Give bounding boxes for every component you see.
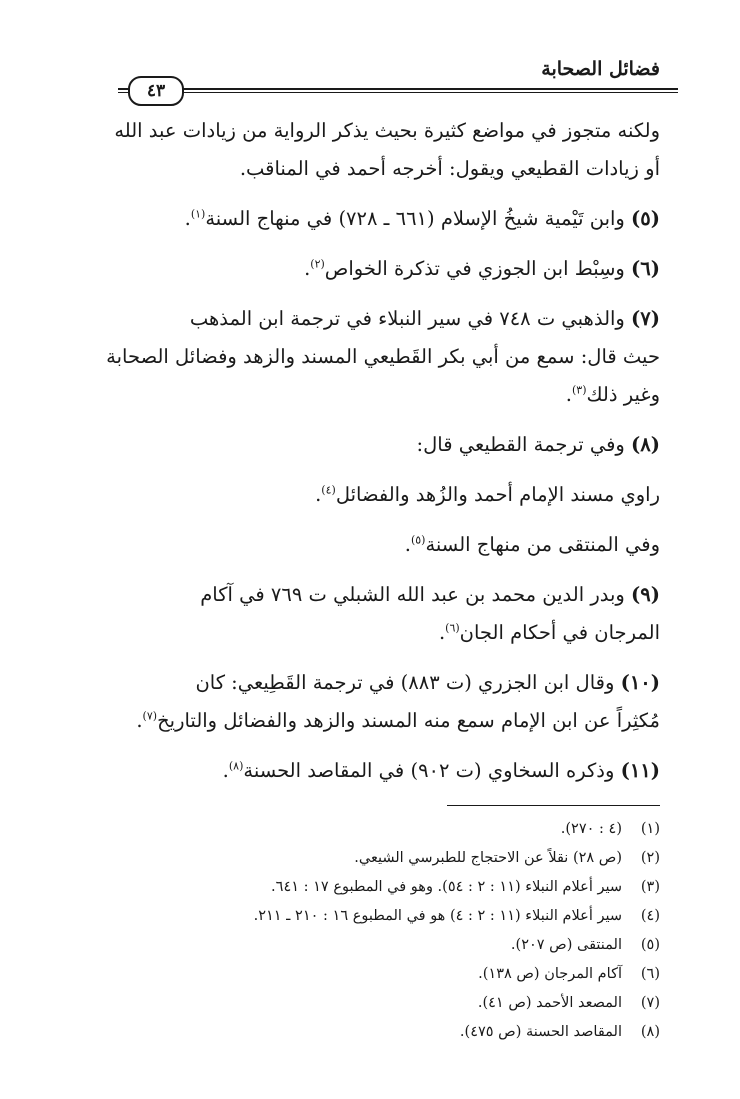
footnote-ref: (٢) bbox=[310, 257, 325, 271]
paragraph-intro bbox=[100, 112, 660, 188]
item-text: وبدر الدين محمد بن عبد الله الشبلي ت ٧٦٩ في آكام bbox=[200, 583, 632, 606]
item-text: وسِبْط ابن الجوزي في تذكرة الخواص bbox=[324, 257, 632, 280]
footnote-ref: (٤) bbox=[321, 483, 336, 497]
footnote-number: (٦) bbox=[640, 966, 660, 982]
footnote-ref: (٦) bbox=[445, 621, 460, 635]
paragraph-10 bbox=[100, 664, 660, 740]
footnote-ref: (٨) bbox=[228, 759, 244, 773]
footnote-text: المنتقى (ص ٢٠٧). bbox=[510, 937, 622, 953]
item-text: وابن تَيْمية شيخُ الإسلام (٦٦١ ـ ٧٢٨) في منهاج السنة bbox=[205, 207, 632, 230]
footnote-separator bbox=[447, 805, 660, 806]
footnote-ref: (١) bbox=[190, 207, 206, 221]
item-text: وفي ترجمة القطيعي قال: bbox=[416, 433, 632, 456]
text-line bbox=[100, 664, 660, 702]
paragraph-8 bbox=[100, 426, 660, 464]
item-text: وغير ذلك bbox=[586, 383, 660, 406]
item-end: . bbox=[136, 709, 143, 732]
text-line bbox=[100, 476, 660, 514]
page-number-badge: ٤٣ bbox=[128, 76, 184, 106]
footnote-text: (٤ : ٢٧٠). bbox=[560, 821, 622, 837]
main-text bbox=[100, 112, 660, 790]
paragraph-9 bbox=[100, 576, 660, 652]
text-line bbox=[100, 576, 660, 614]
item-number: (٨) bbox=[631, 433, 660, 456]
footnote-number: (٥) bbox=[640, 937, 660, 953]
footnote-text: آكام المرجان (ص ١٣٨). bbox=[478, 966, 622, 982]
text-line bbox=[100, 702, 660, 740]
item-number: (٥) bbox=[631, 207, 660, 230]
footnote-text: سير أعلام النبلاء (١١ : ٢ : ٤) هو في المطبوع ١٦ : ٢١٠ ـ ٢١١. bbox=[253, 908, 622, 924]
item-text: راوي مسند الإمام أحمد والزُهد والفضائل bbox=[335, 483, 660, 506]
item-text: وقال ابن الجزري (ت ٨٨٣) في ترجمة القَطِيعي: كان bbox=[195, 671, 621, 694]
item-text: وفي المنتقى من منهاج السنة bbox=[425, 533, 660, 556]
footnote-7 bbox=[100, 989, 660, 1018]
footnote-number: (٧) bbox=[640, 995, 660, 1011]
footnote-text: المقاصد الحسنة (ص ٤٧٥). bbox=[459, 1024, 622, 1040]
paragraph-7 bbox=[100, 300, 660, 414]
running-header-title: فضائل الصحابة bbox=[541, 58, 660, 80]
paragraph-5 bbox=[100, 200, 660, 238]
paragraph-8-muntaqa bbox=[100, 526, 660, 564]
item-text: المرجان في أحكام الجان bbox=[459, 621, 660, 644]
item-number: (٩) bbox=[631, 583, 660, 606]
footnote-text: (ص ٢٨) نقلاً عن الاحتجاج للطبرسي الشيعي. bbox=[354, 850, 622, 866]
text-line bbox=[100, 526, 660, 564]
item-text: والذهبي ت ٧٤٨ في سير النبلاء في ترجمة ابن المذهب bbox=[189, 307, 632, 330]
item-end: . bbox=[304, 257, 311, 280]
item-number: (١٠) bbox=[620, 671, 660, 694]
footnote-6 bbox=[100, 960, 660, 989]
footnote-ref: (٥) bbox=[410, 533, 426, 547]
text-line bbox=[100, 376, 660, 414]
footnote-5 bbox=[100, 931, 660, 960]
text-line: أو زيادات القطيعي ويقول: أخرجه أحمد في المناقب. bbox=[239, 157, 660, 180]
text-line bbox=[100, 426, 660, 464]
item-end: . bbox=[222, 759, 229, 782]
footnote-number: (٢) bbox=[640, 850, 660, 866]
footnote-text: سير أعلام النبلاء (١١ : ٢ : ٥٤). وهو في المطبوع ١٧ : ٦٤١. bbox=[271, 879, 622, 895]
item-end: . bbox=[438, 621, 446, 644]
item-text: وذكره السخاوي (ت ٩٠٢) في المقاصد الحسنة bbox=[243, 759, 621, 782]
text-line bbox=[100, 752, 660, 790]
item-end: . bbox=[565, 383, 572, 406]
footnotes bbox=[100, 815, 660, 1047]
paragraph-11 bbox=[100, 752, 660, 790]
text-line: ولكنه متجوز في مواضع كثيرة بحيث يذكر الرواية من زيادات عبد الله bbox=[114, 119, 660, 142]
item-number: (٦) bbox=[631, 257, 660, 280]
text-line bbox=[100, 200, 660, 238]
footnote-text: المصعد الأحمد (ص ٤١). bbox=[477, 995, 622, 1011]
item-end: . bbox=[184, 207, 191, 230]
footnote-number: (١) bbox=[640, 821, 660, 837]
header-rule bbox=[118, 88, 678, 94]
footnote-number: (٨) bbox=[640, 1024, 660, 1040]
item-number: (١١) bbox=[620, 759, 660, 782]
item-end: . bbox=[404, 533, 411, 556]
footnote-4 bbox=[100, 902, 660, 931]
footnote-2 bbox=[100, 844, 660, 873]
text-line bbox=[100, 300, 660, 338]
paragraph-6 bbox=[100, 250, 660, 288]
footnote-3 bbox=[100, 873, 660, 902]
item-number: (٧) bbox=[631, 307, 660, 330]
text-line: حيث قال: سمع من أبي بكر القَطيعي المسند والزهد وفضائل الصحابة bbox=[106, 345, 660, 368]
text-line bbox=[100, 250, 660, 288]
text-line bbox=[100, 614, 660, 652]
paragraph-8-quote bbox=[100, 476, 660, 514]
footnote-number: (٣) bbox=[640, 879, 660, 895]
header-rule-thin bbox=[118, 92, 678, 93]
footnote-8 bbox=[100, 1018, 660, 1047]
item-text: مُكثِراً عن ابن الإمام سمع منه المسند والزهد والفضائل والتاريخ bbox=[157, 709, 660, 732]
item-end: . bbox=[315, 483, 322, 506]
footnote-ref: (٣) bbox=[571, 383, 587, 397]
footnote-ref: (٧) bbox=[142, 709, 158, 723]
header-rule-thick bbox=[118, 88, 678, 90]
footnote-1 bbox=[100, 815, 660, 844]
footnote-number: (٤) bbox=[640, 908, 660, 924]
